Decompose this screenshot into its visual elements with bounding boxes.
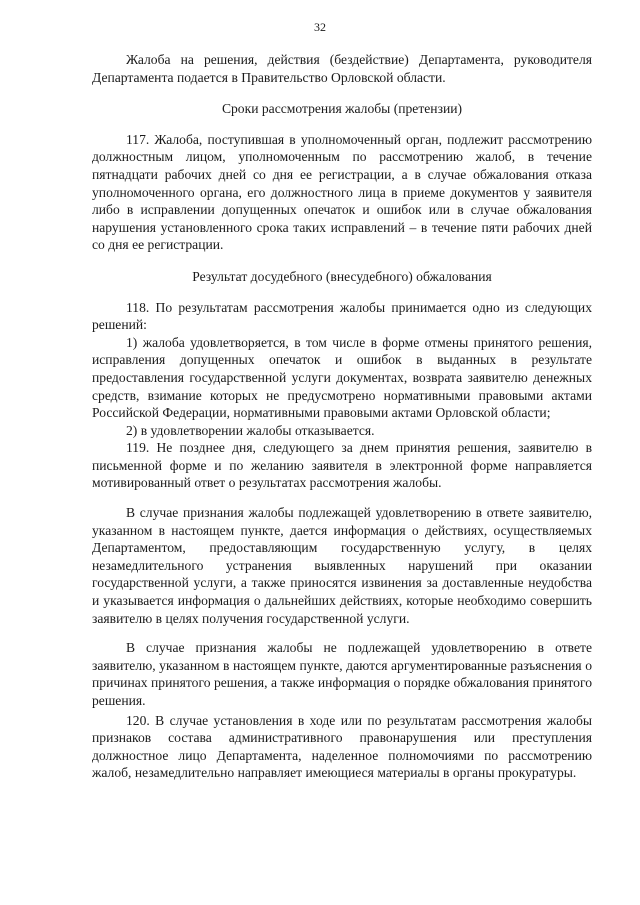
paragraph-119: 119. Не позднее дня, следующего за днем принятия решения, заявителю в письменной форме и по желанию заявителя в электронной форме направляется мотивированный ответ о результатах рассмотрения жалобы. xyxy=(92,440,592,491)
paragraph-118-item-2: 2) в удовлетворении жалобы отказывается. xyxy=(126,422,375,438)
paragraph-119-a: В случае признания жалобы подлежащей удовлетворению в ответе заявителю, указанном в настоящем пункте, дается информация о действиях, осуществляемых Департаментом, предоставляющим государственную услугу, в целях незамедлительного устранения выявленных нарушений при оказании государственной услуги, а также приносятся извинения за доставленные неудобства и указывается информация о дальнейших действиях, которые необходимо совершить заявителю в целях получения государственной услуги. xyxy=(92,505,592,626)
section-heading-terms: Сроки рассмотрения жалобы (претензии) xyxy=(221,101,463,117)
paragraph-119-b: В случае признания жалобы не подлежащей удовлетворению в ответе заявителю, указанном в настоящем пункте, даются аргументированные разъяснения о причинах принятого решения, а также информация о порядке обжалования принятого решения. xyxy=(92,640,592,708)
paragraph-120: 120. В случае установления в ходе или по результатам рассмотрения жалобы признаков состава административного правонарушения или преступления должностное лицо Департамента, наделенное полномочиями по рассмотрению жалоб, незамедлительно направляет имеющиеся материалы в органы прокуратуры. xyxy=(92,712,592,781)
paragraph-intro: Жалоба на решения, действия (бездействие) Департамента, руководителя Департамента подается в Правительство Орловской области. xyxy=(92,52,592,85)
paragraph-118-item-1: 1) жалоба удовлетворяется, в том числе в форме отмены принятого решения, исправления допущенных опечаток и ошибок в выданных в результате предоставления государственной услуги документах, возврата заявителю денежных средств, взимание которых не предусмотрено нормативными правовыми актами Российской Федерации, нормативными правовыми актами Орловской области; xyxy=(92,334,592,421)
document-body xyxy=(92,51,592,782)
paragraph-117: 117. Жалоба, поступившая в уполномоченный орган, подлежит рассмотрению должностным лицом, уполномоченным по рассмотрению жалоб, в течение пятнадцати рабочих дней со дня ее регистрации, а в случае обжалования отказа уполномоченного органа, его должностного лица в приеме документов у заявителя либо в исправлении допущенных опечаток и ошибок или в случае обжалования нарушения установленного срока таких исправлений – в течение пяти рабочих дней со дня ее регистрации. xyxy=(92,131,592,253)
page-number: 32 xyxy=(314,20,326,34)
paragraph-118: 118. По результатам рассмотрения жалобы принимается одно из следующих решений: xyxy=(92,299,592,333)
section-heading-result: Результат досудебного (внесудебного) обжалования xyxy=(192,268,492,284)
